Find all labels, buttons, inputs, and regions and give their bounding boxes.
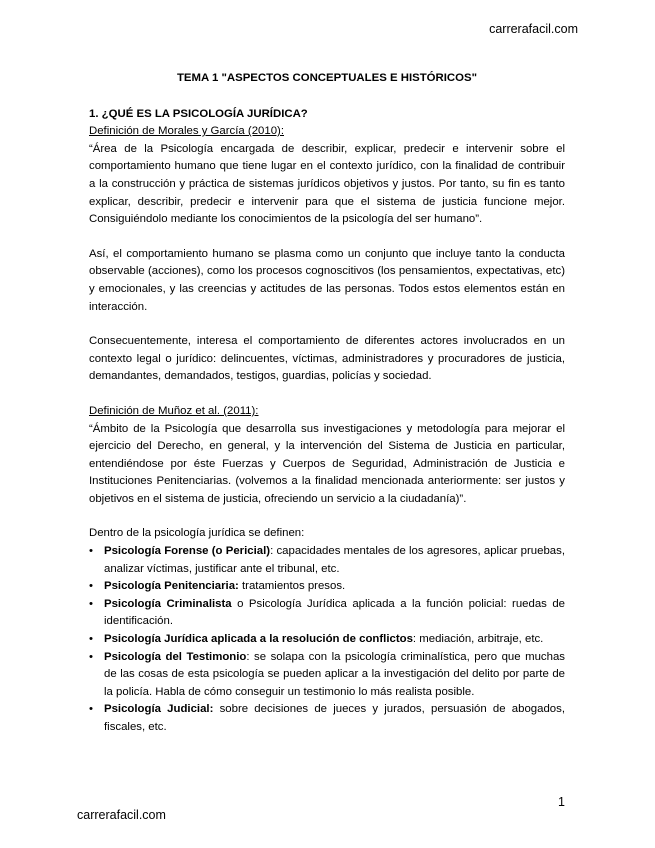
bullet-icon: •: [89, 597, 93, 610]
list-item: [89, 649, 565, 702]
definition-text-munoz: “Ámbito de la Psicología que desarrolla sus investigaciones y metodología para mejorar el ejercicio del Derecho, en general, y la intervención del Sistema de Justicia en particular, entendiéndose por éste Fuerzas y Cuerpos de Seguridad, Administración de Justicia e Instituciones Penitenciarias. (volvemos a la finalidad mencionada anteriormente: ser justos y objetivos en el sistema de justicia, ofreciendo un servicio a la ciudadanía)”.: [89, 422, 565, 505]
document-body: [89, 70, 565, 737]
list-item-term: Psicología Jurídica aplicada a la resolución de conflictos: [104, 633, 413, 646]
list-item-term: Psicología Forense (o Pericial): [104, 545, 271, 558]
page-number: 1: [558, 795, 565, 809]
definition-text-morales: “Área de la Psicología encargada de describir, explicar, predecir e intervenir sobre el comportamiento humano que tiene lugar en el contexto jurídico, con la finalidad de contribuir a la construcción y práctica de sistemas jurídicos objetivos y justos. Por tanto, su fin es tanto explicar, describir, predecir e intervenir para que el sistema de justicia funcione mejor. Consiguiéndolo mediante los conocimientos de la psicología del ser humano”.: [89, 142, 565, 226]
bullet-icon: •: [89, 650, 93, 663]
list-item: [89, 543, 565, 578]
bullet-icon: •: [89, 545, 93, 558]
watermark-top: carrerafacil.com: [489, 22, 578, 36]
spacer: [89, 229, 565, 246]
spacer: [89, 508, 565, 525]
watermark-bottom: carrerafacil.com: [77, 808, 166, 822]
list-item-term: Psicología Penitenciaria:: [104, 580, 239, 593]
list-intro: Dentro de la psicología jurídica se definen:: [89, 527, 305, 540]
branches-list: [89, 543, 565, 737]
list-item: [89, 701, 565, 736]
spacer: [89, 386, 565, 403]
document-title: TEMA 1 "ASPECTOS CONCEPTUALES E HISTÓRICOS": [176, 72, 478, 84]
list-item-text: : mediación, arbitraje, etc.: [412, 633, 544, 646]
list-item-text: o Psicología Jurídica aplicada a la función policial: ruedas de identificación.: [104, 597, 565, 628]
list-item-text: : capacidades mentales de los agresores, aplicar pruebas, analizar víctimas, justificar ante el tribunal, etc.: [104, 545, 565, 575]
paragraph-comportamiento: Así, el comportamiento humano se plasma como un conjunto que incluye tanto la conducta observable (acciones), como los procesos cognoscitivos (los pensamientos, expectativas, etc) y emocionales, y las creencias y actitudes de las personas. Todos estos elementos están en interacción.: [89, 247, 565, 313]
definition-title-morales: Definición de Morales y García (2010):: [89, 125, 284, 138]
list-item-text: tratamientos presos.: [238, 580, 346, 593]
paragraph-actores: Consecuentemente, interesa el comportamiento de diferentes actores involucrados en un contexto legal o jurídico: delincuentes, víctimas, administradores y procuradores de justicia, demandantes, demandados, testigos, guardias, policías y sociedad.: [89, 335, 565, 383]
list-item: [89, 596, 565, 631]
list-item-text: : se solapa con la psicología criminalística, pero que muchas de las cosas de esta psicología se pueden aplicar a la investigación del delito por parte de la policía. Habla de cómo conseguir un testimonio lo más realista posible.: [104, 650, 565, 698]
section-heading: 1. ¿QUÉ ES LA PSICOLOGÍA JURÍDICA?: [89, 107, 308, 120]
list-item-term: Psicología del Testimonio: [104, 650, 247, 663]
spacer: [89, 316, 565, 333]
definition-title-munoz: Definición de Muñoz et al. (2011):: [89, 404, 259, 417]
bullet-icon: •: [89, 703, 93, 716]
list-item-term: Psicología Criminalista: [104, 597, 232, 610]
list-item-text: sobre decisiones de jueces y jurados, persuasión de abogados, fiscales, etc.: [104, 703, 565, 733]
bullet-icon: •: [89, 580, 93, 593]
list-item: [89, 631, 565, 649]
bullet-icon: •: [89, 633, 93, 646]
list-item-term: Psicología Judicial:: [104, 703, 214, 716]
list-item: [89, 578, 565, 596]
